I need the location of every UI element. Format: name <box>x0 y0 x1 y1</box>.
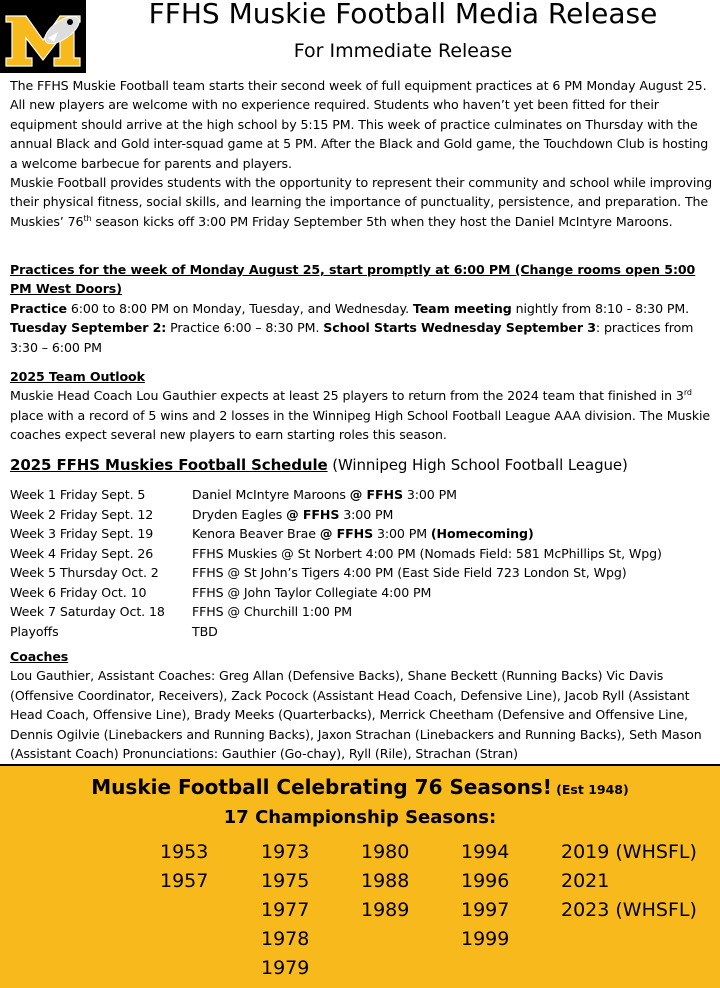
schedule-row <box>10 622 714 642</box>
championship-year: 2019 (WHSFL) <box>561 841 697 863</box>
schedule-row <box>10 544 714 564</box>
championship-year: 1989 <box>361 899 410 921</box>
championship-year: 1988 <box>361 870 410 892</box>
outlook-text: Muskie Head Coach Lou Gauthier expects at least 25 players to return from the 2024 team that finished in 3rd place with a record of 5 wins and 2 losses in the Winnipeg High School Football League AAA division. The Muskie coaches expect several new players to earn starting roles this season. <box>10 388 711 443</box>
page-title: FFHS Muskie Football Media Release <box>148 0 658 30</box>
schedule-game: TBD <box>192 623 218 639</box>
practices-heading: Practices for the week of Monday August 25, start promptly at 6:00 PM (Change rooms open 5:00 PM West Doors) <box>10 262 696 297</box>
schedule-game: Daniel McIntyre Maroons @ FFHS 3:00 PM <box>192 487 457 502</box>
schedule-table <box>10 485 714 641</box>
schedule-week: Week 6 Friday Oct. 10 <box>10 584 147 600</box>
championship-year: 1994 <box>461 841 510 863</box>
schedule-game: FFHS Muskies @ St Norbert 4:00 PM (Nomads Field: 581 McPhillips St, Wpg) <box>192 545 662 561</box>
schedule-row <box>10 563 714 583</box>
championship-year: 2023 (WHSFL) <box>561 899 697 921</box>
schedule-row <box>10 505 714 525</box>
championship-year: 1980 <box>361 841 410 863</box>
schedule-row <box>10 583 714 603</box>
coaches-text: Lou Gauthier, Assistant Coaches: Greg Allan (Defensive Backs), Shane Beckett (Running Backs) Vic Davis (Offensive Coordinator, Receivers), Zack Pocock (Assistant Head Coach, Defensive Line), Jacob Ryll (Assistant Head Coach, Offensive Line), Brady Meeks (Quarterbacks), Merrick Cheetham (Defensive and Offensive Line, Dennis Ogilvie (Linebackers and Running Backs), Jaxon Strachan (Linebackers and Running Backs), Seth Mason (Assistant Coach) Pronunciations: Gauthier (Go-chay), Ryll (Rile), Strachan (Stran) <box>10 668 702 762</box>
page-subtitle: For Immediate Release <box>293 40 513 62</box>
outlook-section <box>10 367 714 445</box>
championship-year: 1957 <box>160 870 209 892</box>
schedule-section <box>10 454 714 641</box>
schedule-week: Week 4 Friday Sept. 26 <box>10 545 154 561</box>
schedule-game: Kenora Beaver Brae @ FFHS 3:00 PM (Homecoming) <box>192 526 534 541</box>
outlook-heading: 2025 Team Outlook <box>10 369 145 384</box>
intro-paragraph-2: Muskie Football provides students with the opportunity to represent their community and school while improving their physical fitness, social skills, and learning the importance of punctuality, persistence, and preparation. The Muskies’ 76th season kicks off 3:00 PM Friday September 5th when they host the Daniel McIntyre Maroons. <box>10 175 713 229</box>
muskie-m-icon <box>0 0 86 73</box>
practices-section <box>10 260 714 357</box>
championship-year: 1977 <box>261 899 310 921</box>
intro-section <box>10 76 714 231</box>
championship-year: 1996 <box>461 870 510 892</box>
championship-year: 1997 <box>461 899 510 921</box>
schedule-week: Week 2 Friday Sept. 12 <box>10 506 154 522</box>
schedule-heading: 2025 FFHS Muskies Football Schedule (Winnipeg High School Football League) <box>10 456 628 474</box>
schedule-week: Week 3 Friday Sept. 19 <box>10 526 154 541</box>
intro-paragraph-1: The FFHS Muskie Football team starts their second week of full equipment practices at 6 PM Monday August 25. All new players are welcome with no experience required. Students who haven’t yet been fitted for their equipment should arrive at the high school by 5:15 PM. This week of practice culminates on Thursday with the annual Black and Gold inter-squad game at 5 PM. After the Black and Gold game, the Touchdown Club is hosting a welcome barbecue for parents and players. <box>10 78 709 171</box>
championship-year: 1973 <box>261 841 310 863</box>
championship-year: 2021 <box>561 870 610 892</box>
schedule-row <box>10 602 714 622</box>
championship-year: 1999 <box>461 928 510 950</box>
schedule-week: Week 1 Friday Sept. 5 <box>10 487 146 502</box>
schedule-game: FFHS @ St John’s Tigers 4:00 PM (East Side Field 723 London St, Wpg) <box>192 565 627 580</box>
banner-title: Muskie Football Celebrating 76 Seasons! (Est 1948) <box>91 775 629 799</box>
year-column <box>461 838 509 954</box>
coaches-section <box>10 647 714 763</box>
schedule-week: Week 5 Thursday Oct. 2 <box>10 565 159 580</box>
year-column <box>160 838 208 896</box>
practices-details: Practice 6:00 to 8:00 PM on Monday, Tuesday, and Wednesday. Team meeting nightly from 8:10 - 8:30 PM. Tuesday September 2: Practice 6:00 – 8:30 PM. School Starts Wednesday September 3: practices from 3:30 – 6:00 PM <box>10 300 694 355</box>
banner-subtitle: 17 Championship Seasons: <box>223 807 497 828</box>
championship-banner <box>0 764 720 988</box>
coaches-heading: Coaches <box>10 649 69 664</box>
schedule-week: Playoffs <box>10 623 59 639</box>
championship-year: 1975 <box>261 870 310 892</box>
championship-year: 1953 <box>160 841 209 863</box>
year-column <box>261 838 309 983</box>
schedule-row <box>10 485 714 505</box>
year-column <box>361 838 409 925</box>
schedule-game: FFHS @ Churchill 1:00 PM <box>192 604 352 619</box>
championship-year: 1978 <box>261 928 310 950</box>
schedule-row <box>10 524 714 544</box>
schedule-week: Week 7 Saturday Oct. 18 <box>10 604 165 619</box>
schedule-game: FFHS @ John Taylor Collegiate 4:00 PM <box>192 584 432 600</box>
year-column <box>561 838 697 925</box>
championship-year: 1979 <box>261 957 310 979</box>
schedule-game: Dryden Eagles @ FFHS 3:00 PM <box>192 506 394 522</box>
muskie-logo-top <box>0 0 86 73</box>
